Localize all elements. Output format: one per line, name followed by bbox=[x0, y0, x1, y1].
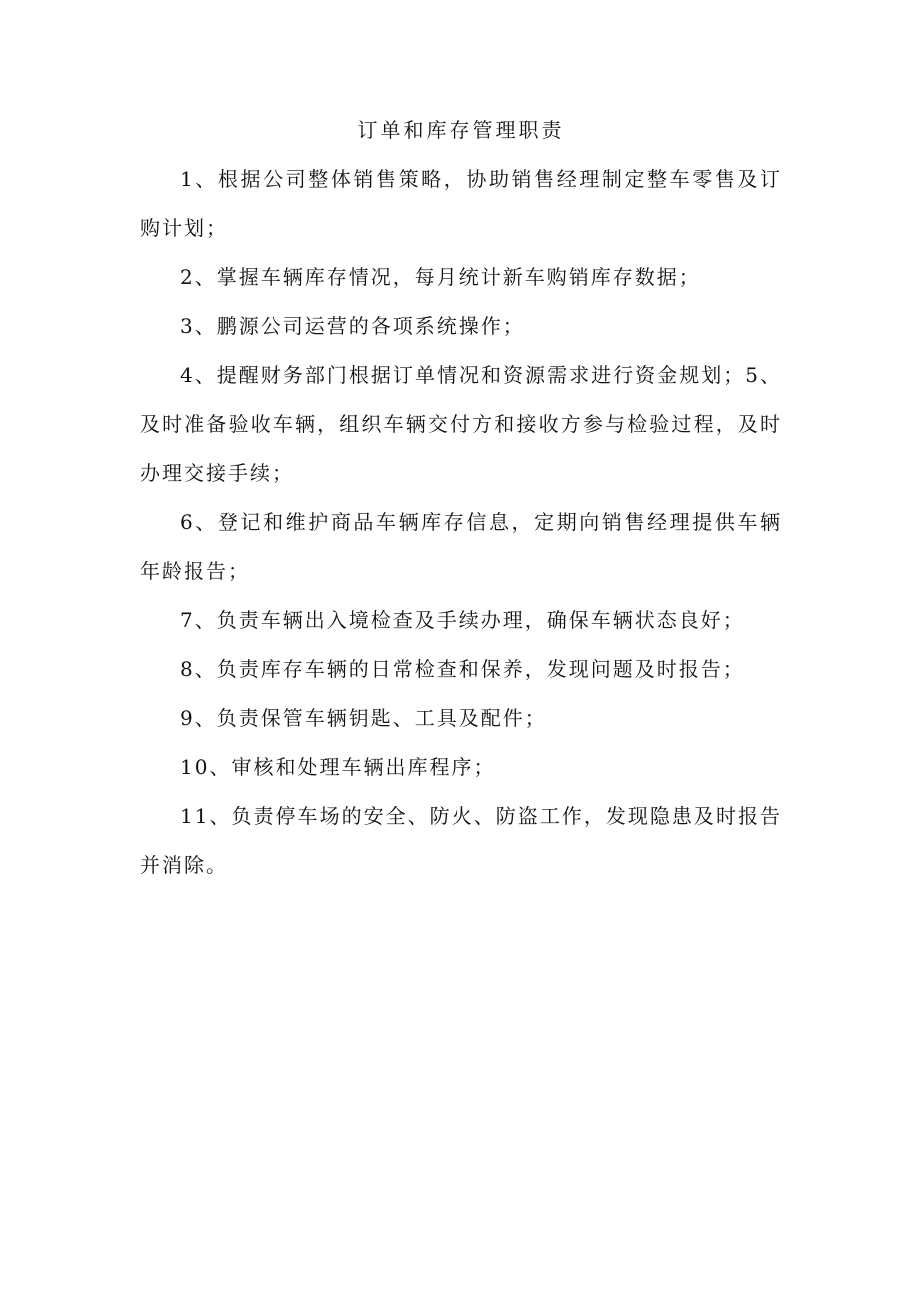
duty-item: 7、负责车辆出入境检查及手续办理，确保车辆状态良好； bbox=[180, 608, 745, 632]
duty-item: 2、掌握车辆库存情况，每月统计新车购销库存数据； bbox=[180, 265, 701, 289]
duty-item: 9、负责保管车辆钥匙、工具及配件； bbox=[180, 706, 547, 730]
duty-item: 8、负责库存车辆的日常检查和保养，发现问题及时报告； bbox=[180, 657, 745, 681]
duty-item: 4、提醒财务部门根据订单情况和资源需求进行资金规划；5、及时准备验收车辆，组织车辆交付方和接收方参与检验过程，及时办理交接手续； bbox=[140, 363, 782, 485]
duty-item: 3、鹏源公司运营的各项系统操作； bbox=[180, 314, 525, 338]
document-body bbox=[140, 106, 782, 890]
duty-item: 1、根据公司整体销售策略，协助销售经理制定整车零售及订购计划； bbox=[140, 167, 782, 240]
document-title: 订单和库存管理职责 bbox=[357, 118, 565, 142]
duty-item: 6、登记和维护商品车辆库存信息，定期向销售经理提供车辆年龄报告； bbox=[140, 510, 782, 583]
duty-item: 11、负责停车场的安全、防火、防盗工作，发现隐患及时报告并消除。 bbox=[140, 804, 782, 877]
duty-item: 10、审核和处理车辆出库程序； bbox=[180, 755, 496, 779]
